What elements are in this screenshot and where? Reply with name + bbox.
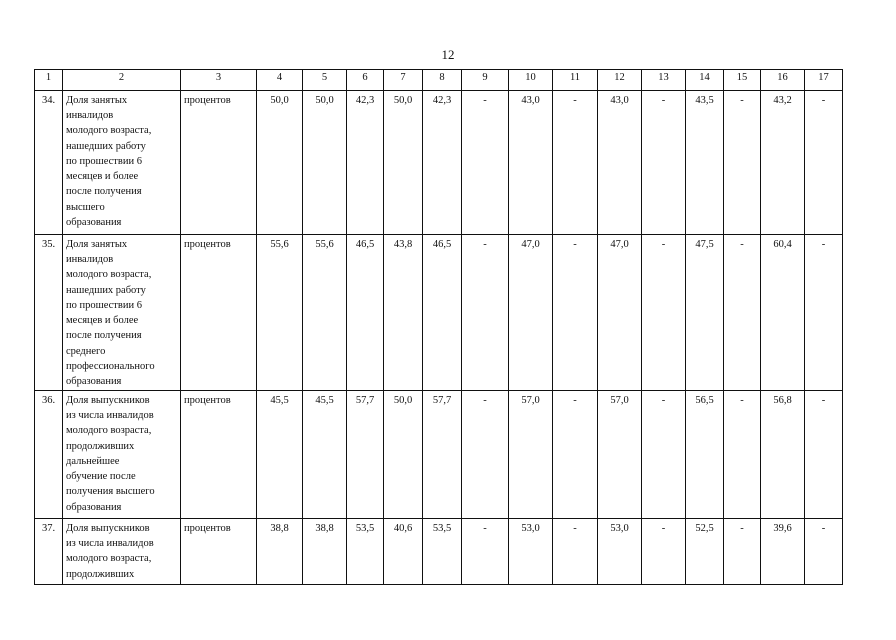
- column-header: 17: [805, 70, 843, 91]
- indicator-name-line: Доля занятых: [66, 95, 128, 106]
- value-cell: 39,6: [761, 519, 805, 585]
- value-cell: -: [642, 91, 686, 235]
- table-row: [35, 91, 843, 235]
- value-cell: 56,8: [761, 391, 805, 519]
- column-header: 3: [181, 70, 257, 91]
- column-header: 13: [642, 70, 686, 91]
- value-cell: 55,6: [257, 235, 303, 391]
- column-header: 15: [724, 70, 761, 91]
- value-cell: 43,0: [509, 91, 553, 235]
- indicator-name-line: по прошествии 6: [66, 155, 142, 167]
- indicator-name-line: из числа инвалидов: [66, 410, 154, 422]
- indicator-name-line: образования: [66, 501, 122, 513]
- value-cell: -: [553, 519, 598, 585]
- indicator-name-line: обучение после: [66, 471, 136, 483]
- value-cell: 57,0: [509, 391, 553, 519]
- value-cell: 42,3: [423, 91, 462, 235]
- column-header: 10: [509, 70, 553, 91]
- indicator-name-line: молодого возраста,: [66, 125, 152, 137]
- value-cell: 43,5: [686, 91, 724, 235]
- value-cell: 45,5: [257, 391, 303, 519]
- value-cell: 53,0: [509, 519, 553, 585]
- header-row: [35, 70, 843, 91]
- indicator-name-line: после получения: [66, 330, 142, 342]
- value-cell: 47,0: [598, 235, 642, 391]
- value-cell: -: [642, 391, 686, 519]
- value-cell: -: [462, 91, 509, 235]
- table-row: [35, 235, 843, 391]
- indicator-name-line: после получения: [66, 186, 142, 198]
- value-cell: -: [642, 519, 686, 585]
- value-cell: 50,0: [303, 91, 347, 235]
- indicator-name-line: образования: [66, 375, 122, 387]
- row-number: 36.: [35, 391, 63, 519]
- value-cell: 57,7: [347, 391, 384, 519]
- column-header: 4: [257, 70, 303, 91]
- unit-cell: процентов: [181, 391, 257, 519]
- value-cell: 45,5: [303, 391, 347, 519]
- column-header: 5: [303, 70, 347, 91]
- column-header: 2: [63, 70, 181, 91]
- column-header: 11: [553, 70, 598, 91]
- value-cell: 52,5: [686, 519, 724, 585]
- unit-cell: процентов: [181, 235, 257, 391]
- unit-cell: процентов: [181, 91, 257, 235]
- column-header: 6: [347, 70, 384, 91]
- value-cell: 50,0: [384, 91, 423, 235]
- value-cell: -: [724, 519, 761, 585]
- value-cell: -: [805, 519, 843, 585]
- value-cell: 46,5: [347, 235, 384, 391]
- indicator-name-line: из числа инвалидов: [66, 538, 154, 550]
- indicator-name-line: продолживших: [66, 440, 135, 452]
- indicator-name-line: месяцев и более: [66, 315, 139, 327]
- table-row: [35, 519, 843, 585]
- indicator-name-line: инвалидов: [66, 110, 114, 122]
- column-header: 1: [35, 70, 63, 91]
- value-cell: -: [724, 391, 761, 519]
- indicator-name-line: Доля выпускников: [66, 395, 150, 406]
- indicator-name-line: Доля занятых: [66, 239, 128, 250]
- value-cell: 55,6: [303, 235, 347, 391]
- indicator-name-line: инвалидов: [66, 254, 114, 266]
- indicator-name-line: среднего: [66, 345, 106, 357]
- column-header: 8: [423, 70, 462, 91]
- indicator-name: [63, 91, 181, 235]
- unit-cell: процентов: [181, 519, 257, 585]
- row-number: 37.: [35, 519, 63, 585]
- indicator-name: [63, 519, 181, 585]
- indicator-name-line: высшего: [66, 201, 105, 213]
- value-cell: -: [462, 391, 509, 519]
- indicator-name-line: Доля выпускников: [66, 523, 150, 534]
- indicator-name-line: профессионального: [66, 360, 155, 372]
- page-number: 12: [441, 47, 455, 62]
- value-cell: 57,0: [598, 391, 642, 519]
- value-cell: 43,2: [761, 91, 805, 235]
- indicator-name-line: молодого возраста,: [66, 269, 152, 281]
- value-cell: 57,7: [423, 391, 462, 519]
- indicator-name: [63, 235, 181, 391]
- value-cell: -: [724, 91, 761, 235]
- value-cell: 40,6: [384, 519, 423, 585]
- value-cell: 50,0: [384, 391, 423, 519]
- indicator-name-line: образования: [66, 216, 122, 228]
- indicator-name: [63, 391, 181, 519]
- value-cell: 38,8: [303, 519, 347, 585]
- value-cell: 38,8: [257, 519, 303, 585]
- column-header: 14: [686, 70, 724, 91]
- indicator-name-line: месяцев и более: [66, 171, 139, 183]
- indicator-name-line: молодого возраста,: [66, 553, 152, 565]
- value-cell: 50,0: [257, 91, 303, 235]
- value-cell: 47,5: [686, 235, 724, 391]
- indicator-name-line: нашедших работу: [66, 140, 146, 152]
- column-header: 7: [384, 70, 423, 91]
- value-cell: -: [805, 91, 843, 235]
- indicator-name-line: продолживших: [66, 568, 135, 580]
- value-cell: 53,5: [347, 519, 384, 585]
- indicator-name-line: молодого возраста,: [66, 425, 152, 437]
- value-cell: 47,0: [509, 235, 553, 391]
- value-cell: 42,3: [347, 91, 384, 235]
- indicator-name-line: получения высшего: [66, 486, 155, 498]
- value-cell: 56,5: [686, 391, 724, 519]
- value-cell: -: [553, 91, 598, 235]
- value-cell: -: [805, 391, 843, 519]
- column-header: 16: [761, 70, 805, 91]
- value-cell: 43,8: [384, 235, 423, 391]
- row-number: 34.: [35, 91, 63, 235]
- value-cell: 53,0: [598, 519, 642, 585]
- value-cell: -: [462, 235, 509, 391]
- indicator-name-line: нашедших работу: [66, 284, 146, 296]
- value-cell: 53,5: [423, 519, 462, 585]
- indicator-name-line: дальнейшее: [66, 455, 120, 467]
- column-header: 12: [598, 70, 642, 91]
- value-cell: 46,5: [423, 235, 462, 391]
- column-header: 9: [462, 70, 509, 91]
- value-cell: -: [462, 519, 509, 585]
- value-cell: 60,4: [761, 235, 805, 391]
- indicator-name-line: по прошествии 6: [66, 299, 142, 311]
- indicators-table: [34, 69, 843, 585]
- value-cell: -: [805, 235, 843, 391]
- row-number: 35.: [35, 235, 63, 391]
- value-cell: -: [553, 391, 598, 519]
- table-row: [35, 391, 843, 519]
- value-cell: 43,0: [598, 91, 642, 235]
- value-cell: -: [553, 235, 598, 391]
- value-cell: -: [724, 235, 761, 391]
- value-cell: -: [642, 235, 686, 391]
